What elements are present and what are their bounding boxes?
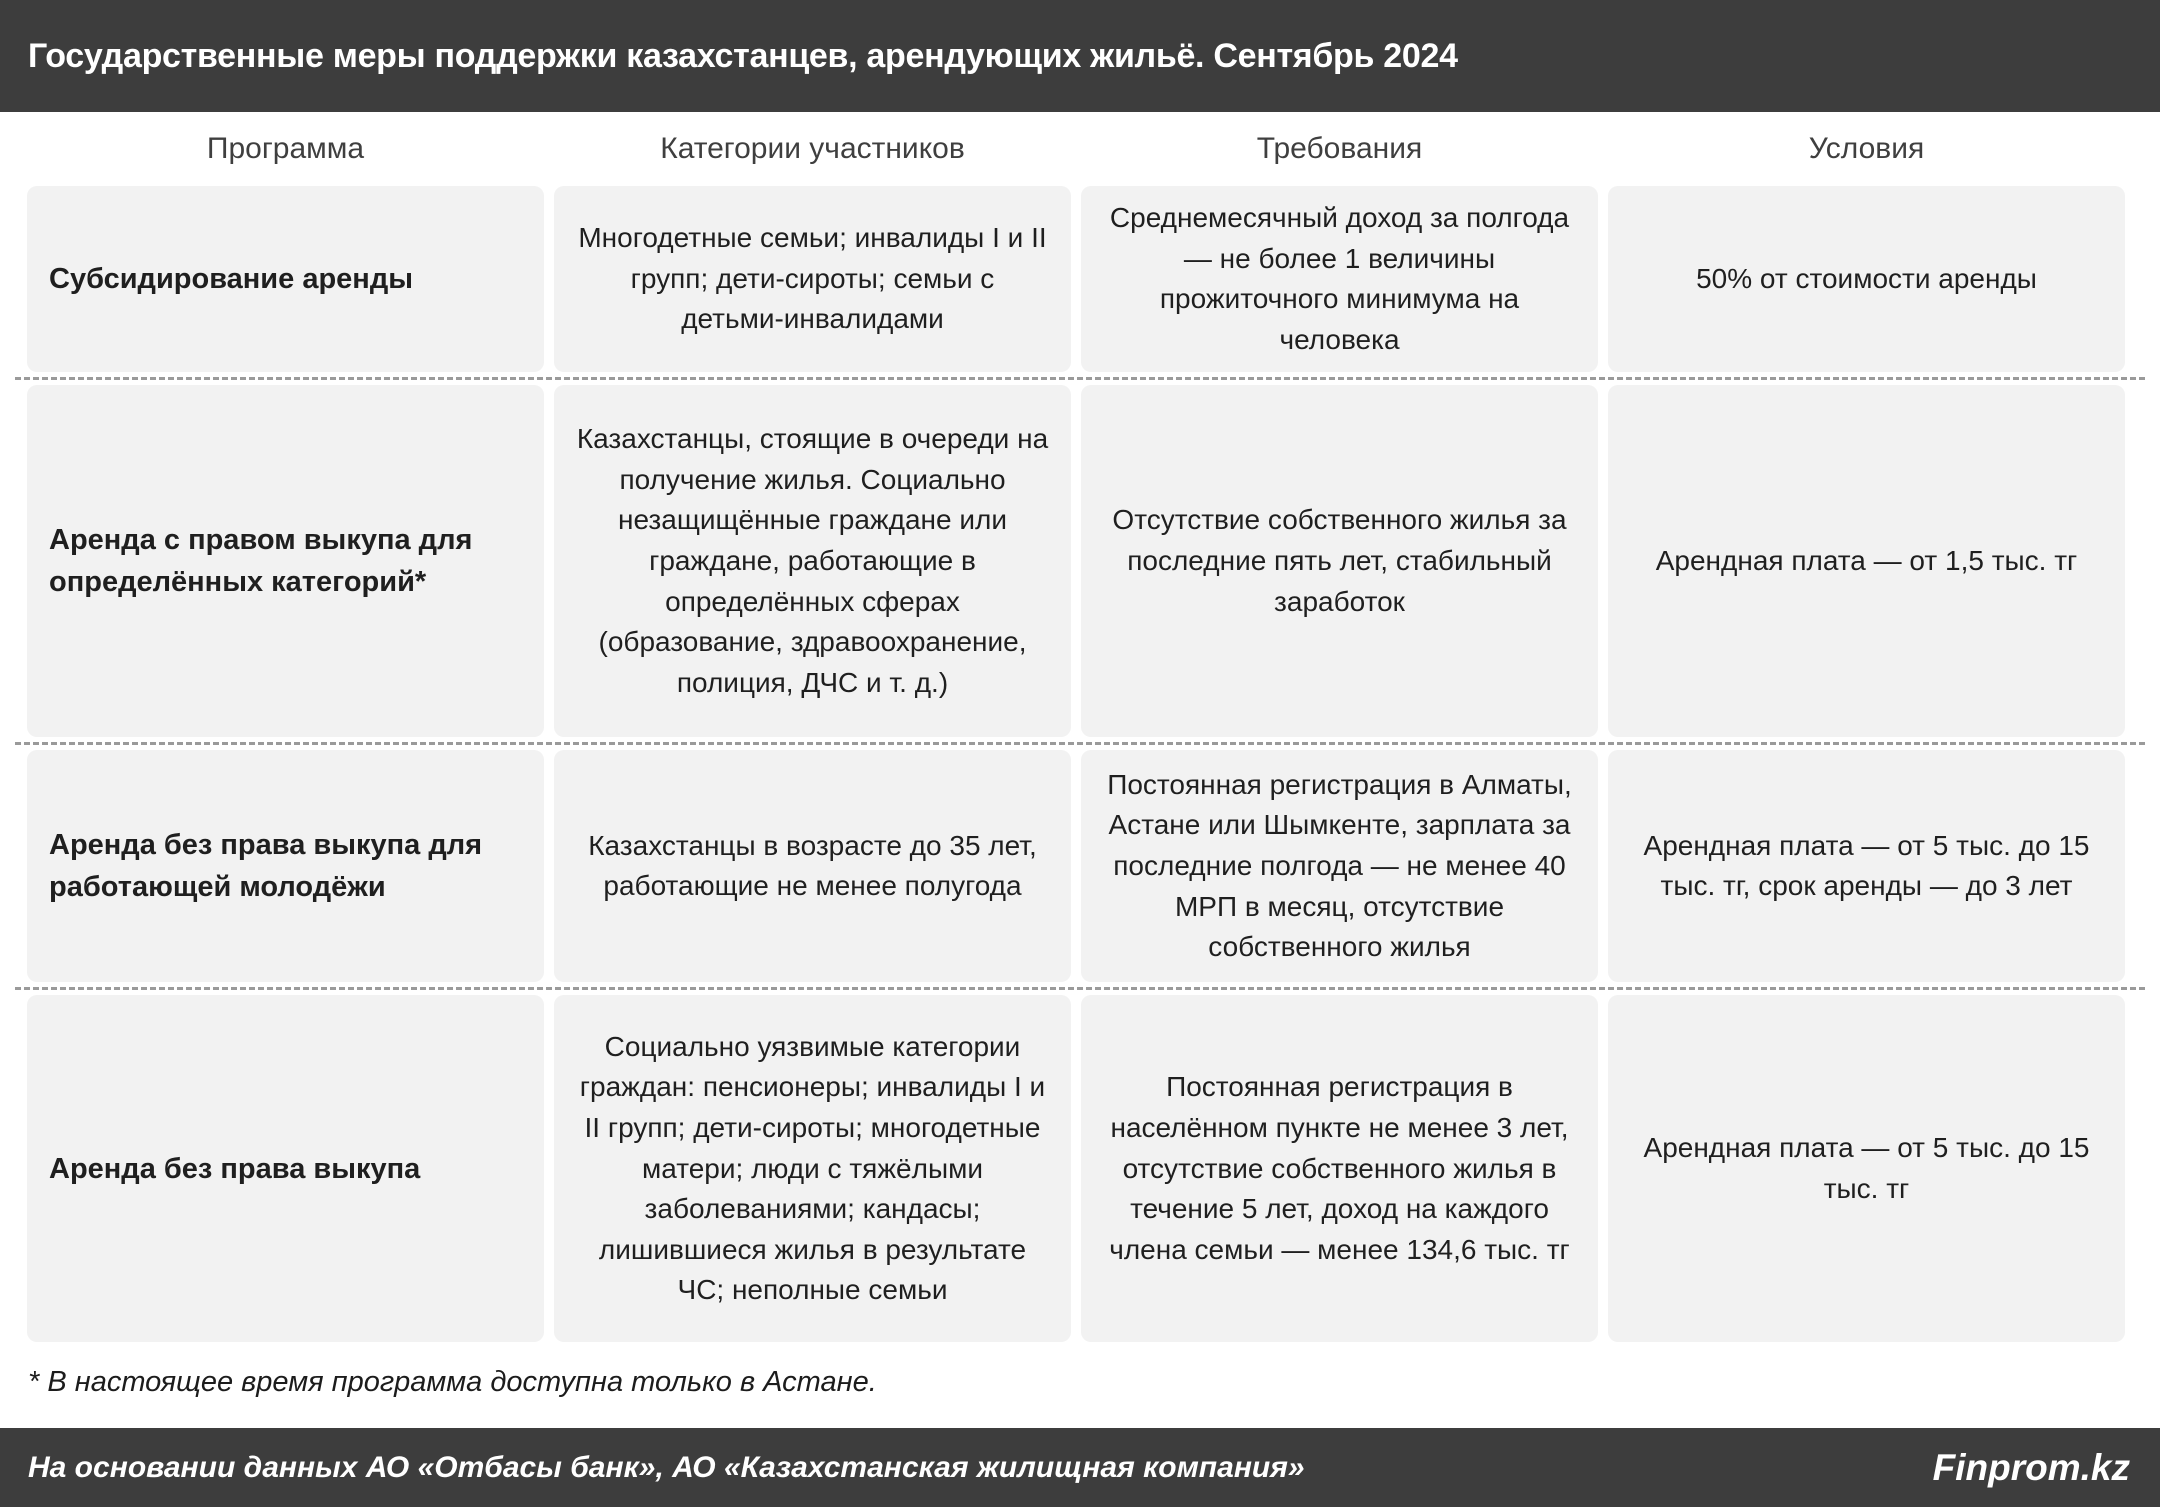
page-title: Государственные меры поддержки казахстанцев, арендующих жильё. Сентябрь 2024 [28, 36, 1458, 75]
conditions-cell: Арендная плата — от 1,5 тыс. тг [1608, 385, 2125, 737]
table-row [0, 186, 2160, 372]
conditions-cell: Арендная плата — от 5 тыс. до 15 тыс. тг, срок аренды — до 3 лет [1608, 750, 2125, 982]
footer-bar [0, 1428, 2160, 1507]
table-row [0, 385, 2160, 737]
categories-cell: Социально уязвимые категории граждан: пенсионеры; инвалиды I и II групп; дети-сироты; многодетные матери; люди с тяжёлыми заболеваниями; кандасы; лишившиеся жилья в результате ЧС; неполные семьи [554, 995, 1071, 1342]
column-header-categories: Категории участников [660, 132, 965, 165]
table-row [0, 995, 2160, 1342]
row-separator [15, 742, 2145, 745]
program-cell: Субсидирование аренды [27, 186, 544, 372]
program-cell: Аренда с правом выкупа для определённых категорий* [27, 385, 544, 737]
table-row [0, 750, 2160, 982]
requirements-cell: Постоянная регистрация в Алматы, Астане или Шымкенте, зарплата за последние полгода — не менее 40 МРП в месяц, отсутствие собственного жилья [1081, 750, 1598, 982]
requirements-cell: Отсутствие собственного жилья за последние пять лет, стабильный заработок [1081, 385, 1598, 737]
requirements-cell: Постоянная регистрация в населённом пункте не менее 3 лет, отсутствие собственного жилья в течение 5 лет, доход на каждого члена семьи — менее 134,6 тыс. тг [1081, 995, 1598, 1342]
data-source-text: На основании данных АО «Отбасы банк», АО «Казахстанская жилищная компания» [28, 1450, 1305, 1484]
program-cell: Аренда без права выкупа [27, 995, 544, 1342]
program-cell: Аренда без права выкупа для работающей молодёжи [27, 750, 544, 982]
column-header-program: Программа [206, 132, 365, 165]
conditions-cell: Арендная плата — от 5 тыс. до 15 тыс. тг [1608, 995, 2125, 1342]
row-separator [15, 377, 2145, 380]
brand-logo: Finprom.kz [1932, 1446, 2130, 1488]
table-column-headers [0, 112, 2160, 186]
categories-cell: Казахстанцы в возрасте до 35 лет, работающие не менее полугода [554, 750, 1071, 982]
column-header-conditions: Условия [1808, 132, 1925, 165]
row-separator [15, 987, 2145, 990]
footnote: * В настоящее время программа доступна только в Астане. [28, 1366, 877, 1399]
categories-cell: Казахстанцы, стоящие в очереди на получение жилья. Социально незащищённые граждане или граждане, работающие в определённых сферах (образование, здравоохранение, полиция, ДЧС и т. д.) [554, 385, 1071, 737]
column-header-requirements: Требования [1256, 132, 1423, 165]
conditions-cell: 50% от стоимости аренды [1608, 186, 2125, 372]
requirements-cell: Среднемесячный доход за полгода — не более 1 величины прожиточного минимума на человека [1081, 186, 1598, 372]
title-bar [0, 0, 2160, 112]
categories-cell: Многодетные семьи; инвалиды I и II групп; дети-сироты; семьи с детьми-инвалидами [554, 186, 1071, 372]
